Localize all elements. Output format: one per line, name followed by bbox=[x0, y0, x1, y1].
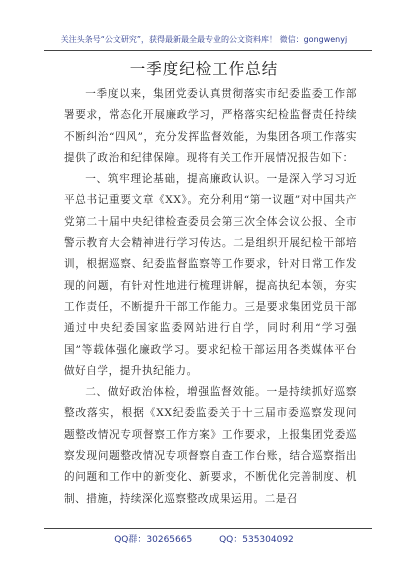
header-banner[interactable]: 关注头条号“公文研究”，获得最新最全最专业的公文资料库！ 微信：gongwenyj bbox=[60, 35, 348, 44]
header-divider bbox=[44, 50, 372, 51]
footer-divider bbox=[44, 528, 372, 529]
document-title: 一季度纪检工作总结 bbox=[129, 60, 279, 78]
paragraph-section-2: 二、做好政治体检，增强监督效能。一是持续抓好巡察整改落实，根据《XX纪委监委关于十三届市委巡察发现问题整改情况专项督察工作方案》工作要求，上报集团党委巡察发现问题整改情况专项督察自查工作台账，结合巡察指出的问题和工作中的新变化、新要求，不断优化完善制度、机制、措施，持续深化巡察整改成果运用。二是召 bbox=[64, 386, 357, 505]
footer-qq-group: QQ群：30265665 bbox=[114, 535, 193, 545]
paragraph-section-1: 一、筑牢理论基础，提高廉政认识。一是深入学习习近平总书记重要文章《XX》。充分利用“第一议题”对中国共产党第二十届中央纪律检查委员会第三次全体会议公报、全市警示教育大会精神进行学习传达。二是组织开展纪检干部培训，根据巡察、纪委监督监察等工作要求，针对日常工作发现的问题，有针对性地进行梳理讲解，提高执纪本领，夯实工作责任，不断提升干部工作能力。三是要求集团党员干部通过中央纪委国家监委网站进行自学，同时利用“学习强国”等载体强化廉政学习。要求纪检干部运用各类媒体平台做好自学，提升执纪能力。 bbox=[64, 173, 357, 377]
paragraph-intro: 一季度以来，集团党委认真贯彻落实市纪委监委工作部署要求，常态化开展廉政学习，严格落实纪检监督责任持续不断纠治“四风”，充分发挥监督效能，为集团各项工作落实提供了政治和纪律保障。现将有关工作开展情况报告如下： bbox=[64, 88, 357, 164]
footer-contact bbox=[0, 532, 408, 545]
document-body bbox=[64, 84, 357, 510]
footer-qq: QQ：535304092 bbox=[219, 535, 294, 545]
